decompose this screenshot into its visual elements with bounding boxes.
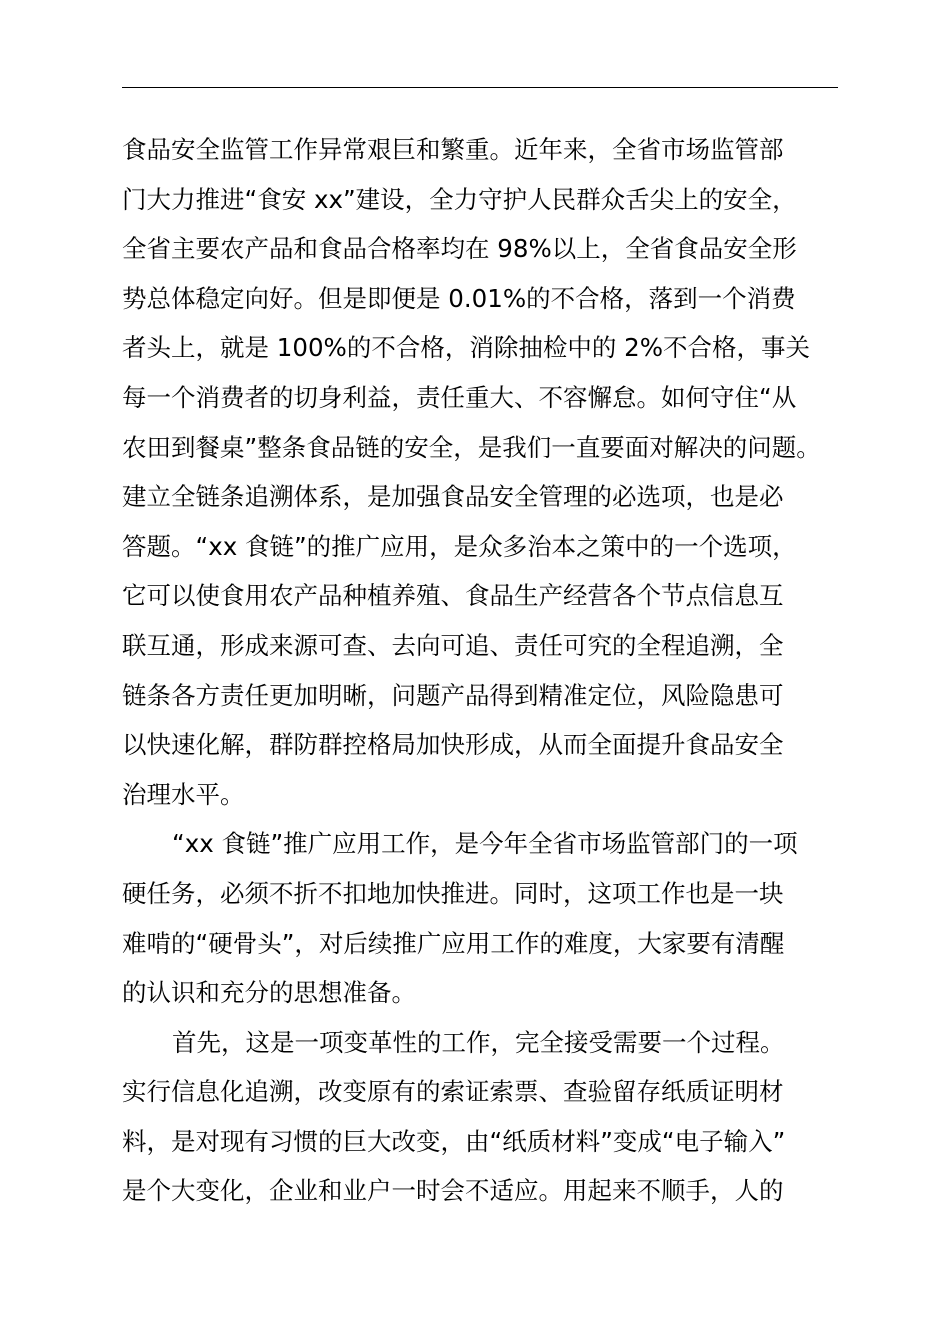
- text-line: 全省主要农产品和食品合格率均在 98%以上，全省食品安全形: [122, 234, 797, 264]
- text-line: 建立全链条追溯体系，是加强食品安全管理的必选项，也是必: [122, 482, 784, 512]
- text-line: 是个大变化，企业和业户一时会不适应。用起来不顺手，人的: [122, 1176, 784, 1206]
- header-rule: [122, 87, 838, 88]
- text-line: 的认识和充分的思想准备。: [122, 978, 416, 1008]
- text-line-indented: “xx 食链”推广应用工作，是今年全省市场监管部门的一项: [172, 829, 798, 859]
- text-line: 联互通，形成来源可查、去向可追、责任可究的全程追溯，全: [122, 630, 784, 660]
- text-line: 难啃的“硬骨头”，对后续推广应用工作的难度，大家要有清醒: [122, 928, 785, 958]
- text-line: 门大力推进“食安 xx”建设，全力守护人民群众舌尖上的安全，: [122, 184, 797, 214]
- body-text: [122, 125, 842, 1216]
- text-line: 治理水平。: [122, 779, 245, 809]
- text-line: 每一个消费者的切身利益，责任重大、不容懈怠。如何守住“从: [122, 382, 797, 412]
- text-line: 农田到餐桌”整条食品链的安全，是我们一直要面对解决的问题。: [122, 432, 821, 462]
- text-line: 实行信息化追溯，改变原有的索证索票、查验留存纸质证明材: [122, 1077, 784, 1107]
- text-line: 它可以使食用农产品种植养殖、食品生产经营各个节点信息互: [122, 581, 784, 611]
- text-line: 者头上，就是 100%的不合格，消除抽检中的 2%不合格，事关: [122, 333, 810, 363]
- text-line: 答题。“xx 食链”的推广应用，是众多治本之策中的一个选项，: [122, 531, 797, 561]
- text-line: 硬任务，必须不折不扣地加快推进。同时，这项工作也是一块: [122, 878, 784, 908]
- text-line: 以快速化解，群防群控格局加快形成，从而全面提升食品安全: [122, 730, 784, 760]
- text-line: 料，是对现有习惯的巨大改变，由“纸质材料”变成“电子输入”: [122, 1126, 786, 1156]
- text-line: 食品安全监管工作异常艰巨和繁重。近年来，全省市场监管部: [122, 135, 784, 164]
- text-line: 链条各方责任更加明晰，问题产品得到精准定位，风险隐患可: [122, 680, 784, 710]
- text-line-indented: 首先，这是一项变革性的工作，完全接受需要一个过程。: [172, 1027, 785, 1057]
- text-line: 势总体稳定向好。但是即便是 0.01%的不合格，落到一个消费: [122, 283, 796, 313]
